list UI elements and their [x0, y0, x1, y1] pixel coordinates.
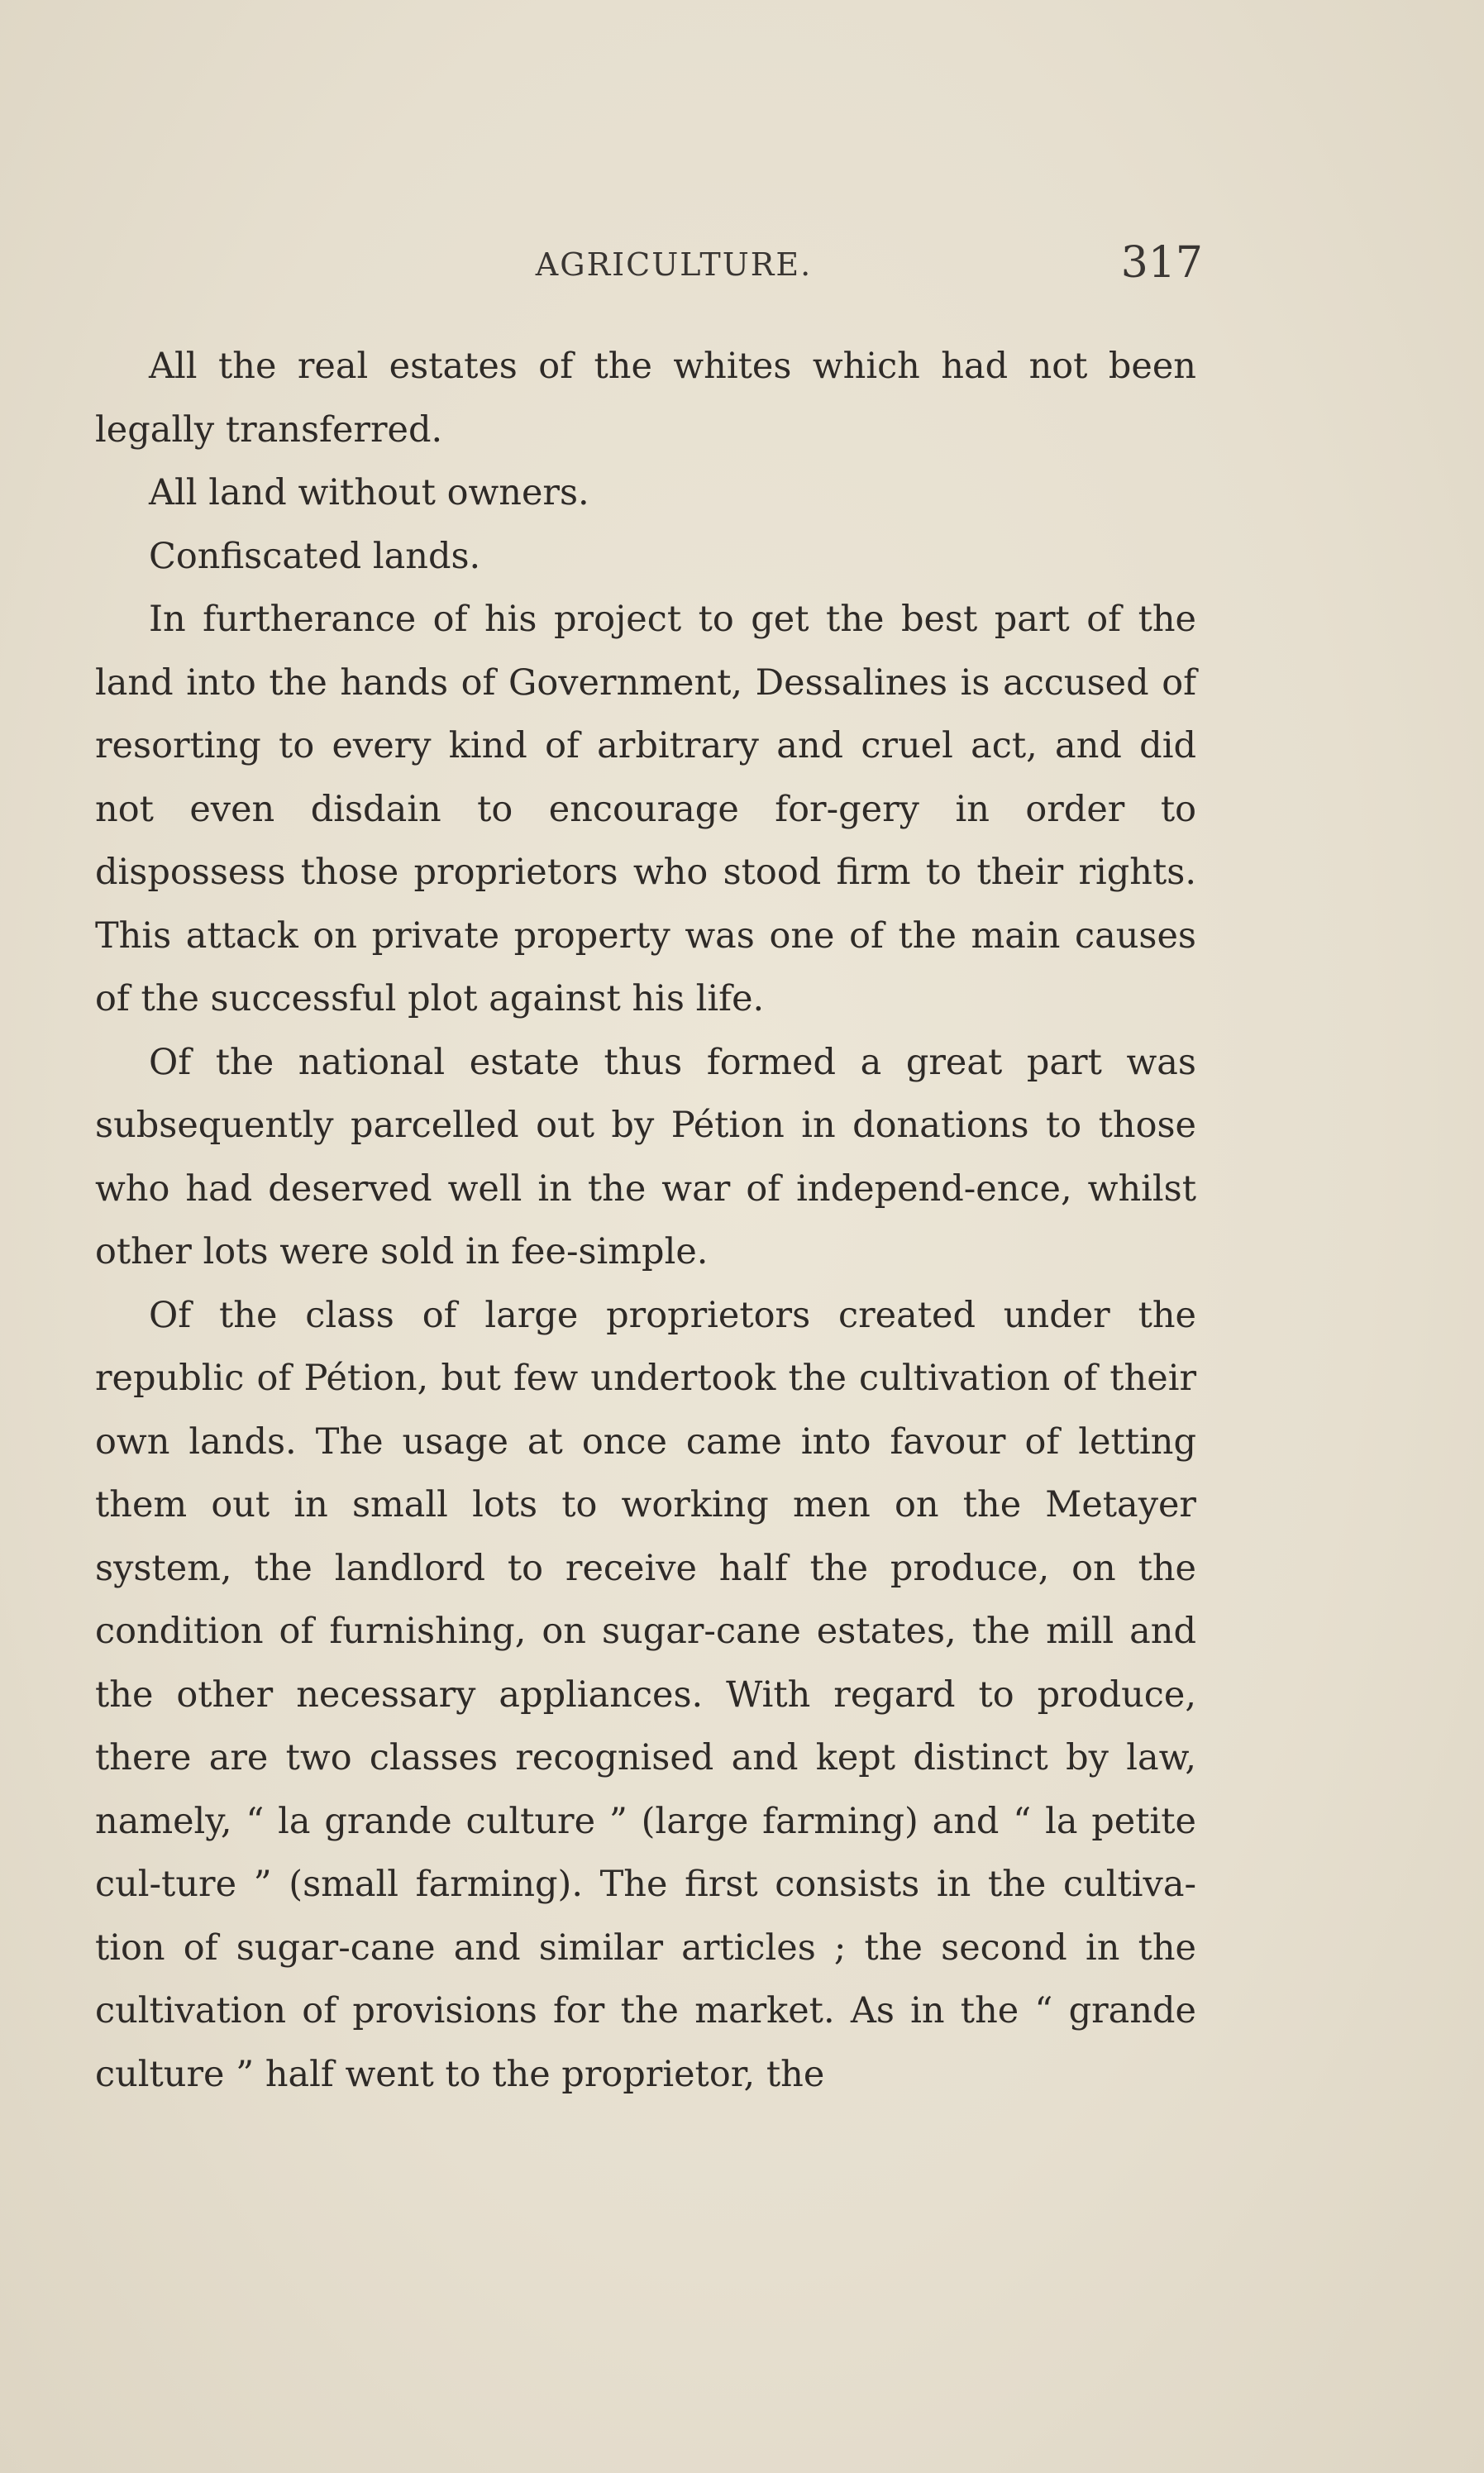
paragraph: All the real estates of the whites which had not been legally transferred. — [95, 346, 1196, 451]
paragraph: All land without owners. — [149, 472, 589, 513]
paragraph: Of the national estate thus formed a great part was subsequently parcelled out by Pétion in donations to those who had deserved well in the war of independ-ence, whilst other lots were sold in fee-simple. — [95, 1041, 1196, 1272]
paragraph: Confiscated lands. — [149, 535, 481, 577]
page-number: 317 — [1120, 238, 1203, 288]
page-header — [95, 238, 1203, 296]
running-head: AGRICULTURE. — [535, 246, 813, 283]
paragraph: Of the class of large proprietors created under the republic of Pétion, but few undertook the cultivation of their own lands. The usage at once came into favour of letting them out in small lots to working men on the Metayer system, the landlord to receive half the produce, on the condition of furnishing, on sugar-cane estates, the mill and the other necessary appliances. With regard to produce, there are two classes recognised and kept distinct by law, namely, “ la grande culture ” (large farming) and “ la petite cul-ture ” (small farming). The first consists in the cultiva-tion of sugar-cane and similar articles ; the second in the cultivation of provisions for the market. As in the “ grande culture ” half went to the proprietor, the — [95, 1294, 1196, 2095]
paragraph: In furtherance of his project to get the best part of the land into the hands of Government, Dessalines is accused of resorting to every kind of arbitrary and cruel act, and did not even disdain to encourage for-gery in order to dispossess those proprietors who stood firm to their rights. This attack on private property was one of the main causes of the successful plot against his life. — [95, 599, 1196, 1019]
body-text — [95, 335, 1196, 2106]
